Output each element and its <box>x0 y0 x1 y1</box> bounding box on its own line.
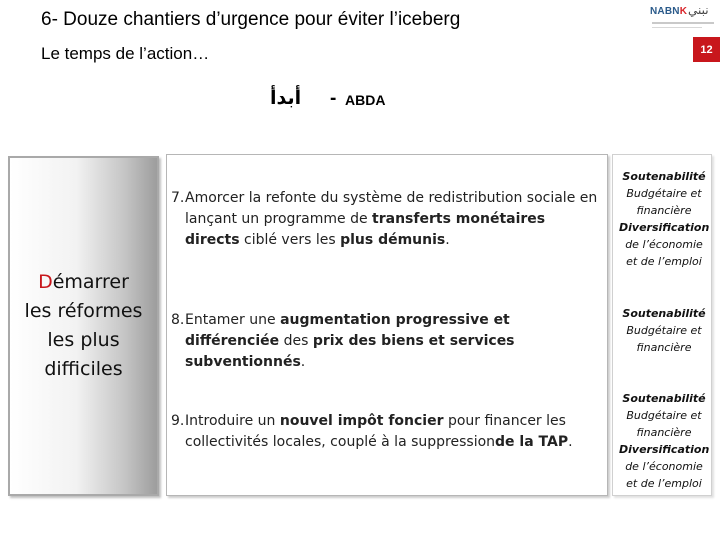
impact-note-9: Soutenabilité Budgétaire et financière Diversification de l’économie et de l’emploi <box>619 392 710 490</box>
page-number-badge: 12 <box>693 37 720 62</box>
logo-wordmark: NABNK <box>650 6 688 17</box>
heading-arabic: أبدأ <box>270 87 302 109</box>
measure-item-7 <box>171 188 601 251</box>
heading-latin: ABDA <box>345 92 386 108</box>
measure-number: 7. <box>171 190 185 206</box>
section-heading <box>0 87 720 117</box>
logo-underline-2 <box>652 27 702 28</box>
logo-arabic: نبني <box>688 3 709 17</box>
slide-title: 6- Douze chantiers d’urgence pour éviter l’iceberg <box>41 9 461 30</box>
impact-note-7: Soutenabilité Budgétaire et financière Diversification de l’économie et de l’emploi <box>619 170 710 268</box>
measure-number: 8. <box>171 312 185 328</box>
impact-note-8: Soutenabilité Budgétaire et financière <box>622 307 706 354</box>
heading-separator: - <box>330 88 337 109</box>
measure-number: 9. <box>171 413 185 429</box>
nabni-logo <box>650 5 716 33</box>
measure-text: Introduire un nouvel impôt foncier pour financer les collectivités locales, couplé à la suppressionde la TAP. <box>185 413 573 450</box>
measure-item-9 <box>171 411 601 453</box>
theme-label: Démarrer les réformes les plus difficiles <box>24 271 143 380</box>
measure-item-8 <box>171 310 601 373</box>
measure-text: Entamer une augmentation progressive et différenciée des prix des biens et services subventionnés. <box>185 312 515 370</box>
theme-box <box>8 156 159 496</box>
measure-text: Amorcer la refonte du système de redistribution sociale en lançant un programme de transferts monétaires directs ciblé vers les plus démunis. <box>185 190 598 248</box>
slide-subtitle: Le temps de l’action… <box>41 44 210 63</box>
theme-first-letter: D <box>38 271 53 293</box>
logo-underline <box>652 22 714 24</box>
